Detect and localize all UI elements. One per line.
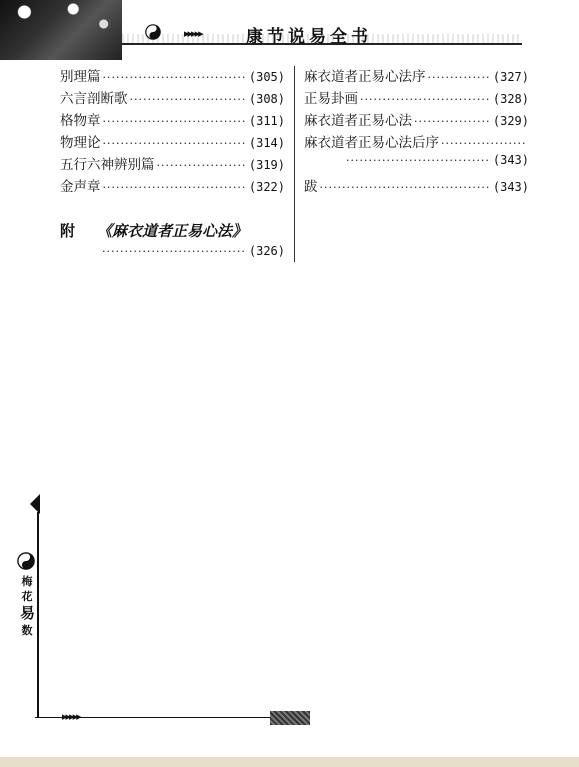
appendix-heading[interactable] — [60, 220, 247, 241]
appendix-book-title: 《麻衣道者正易心法》 — [97, 222, 248, 240]
dot-leader — [346, 154, 491, 167]
toc-right-column — [304, 65, 529, 197]
side-rule — [37, 512, 39, 718]
side-title-char: 易 — [20, 604, 36, 622]
toc-entry[interactable] — [304, 109, 529, 131]
toc-entry[interactable] — [304, 87, 529, 109]
toc-left-column — [60, 65, 285, 197]
dot-leader — [103, 71, 247, 84]
toc-entry-label: 麻衣道者正易心法 — [304, 113, 412, 129]
toc-entry-page: (329) — [492, 114, 529, 128]
toc-entry-page: (327) — [492, 70, 529, 84]
toc-entry-label: 五行六神辨别篇 — [60, 157, 155, 173]
toc-entry-label: 格物章 — [60, 113, 101, 129]
yin-yang-icon — [145, 24, 161, 40]
book-title: 康节说易全书 — [246, 27, 372, 47]
toc-entry-page: (343) — [492, 153, 529, 167]
toc-entry[interactable] — [304, 131, 529, 153]
toc-entry-page: (328) — [492, 92, 529, 106]
toc-entry-page: (308) — [248, 92, 285, 106]
toc-entry[interactable] — [304, 65, 529, 87]
column-divider — [294, 66, 295, 262]
toc-entry-page: (343) — [492, 180, 529, 194]
toc-entry-page: (322) — [248, 180, 285, 194]
appendix-page: (326) — [248, 244, 285, 258]
toc-entry[interactable] — [60, 153, 285, 175]
side-title-char: 数 — [21, 624, 33, 637]
dot-leader — [157, 159, 247, 172]
toc-entry-label: 正易卦画 — [304, 91, 358, 107]
toc-entry-label: 六言剖断歌 — [60, 91, 128, 107]
toc-entry[interactable] — [60, 131, 285, 153]
toc-entry[interactable] — [60, 109, 285, 131]
yin-yang-icon — [17, 552, 35, 570]
toc-entry-label: 麻衣道者正易心法后序 — [304, 135, 439, 151]
toc-entry-continuation[interactable] — [304, 153, 529, 175]
toc-entry[interactable] — [60, 175, 285, 197]
dot-leader — [360, 93, 491, 106]
page-number-tab — [270, 711, 310, 725]
side-series-title — [20, 574, 34, 638]
dot-leader — [103, 137, 247, 150]
toc-entry-label: 物理论 — [60, 135, 101, 151]
toc-entry-label: 金声章 — [60, 179, 101, 195]
scan-bottom-edge — [0, 757, 579, 767]
appendix-prefix: 附 — [60, 222, 76, 240]
dot-leader — [320, 181, 491, 194]
side-triangle-marker — [30, 494, 40, 514]
corner-decorative-image — [0, 0, 122, 60]
toc-entry-label: 别理篇 — [60, 69, 101, 85]
appendix-page-row — [100, 244, 285, 266]
dot-leader — [130, 93, 247, 106]
toc-entry-label: 跋 — [304, 179, 318, 195]
dot-leader — [428, 71, 491, 84]
dot-leader — [103, 115, 247, 128]
toc-entry-page: (319) — [248, 158, 285, 172]
toc-entry[interactable] — [60, 65, 285, 87]
toc-entry[interactable] — [304, 175, 529, 197]
dot-leader — [414, 115, 491, 128]
toc-entry-page: (314) — [248, 136, 285, 150]
side-title-char: 梅 — [21, 575, 33, 588]
toc-entry-page: (305) — [248, 70, 285, 84]
dot-leader — [102, 245, 247, 258]
header-arrows: ▸▸▸▸▸ — [184, 27, 202, 40]
dot-leader — [103, 181, 247, 194]
footer-arrows: ▸▸▸▸▸ — [62, 710, 80, 723]
side-title-char: 花 — [21, 590, 33, 603]
dot-leader — [441, 137, 527, 150]
toc-entry-page: (311) — [248, 114, 285, 128]
toc-entry[interactable] — [60, 87, 285, 109]
toc-entry-label: 麻衣道者正易心法序 — [304, 69, 426, 85]
